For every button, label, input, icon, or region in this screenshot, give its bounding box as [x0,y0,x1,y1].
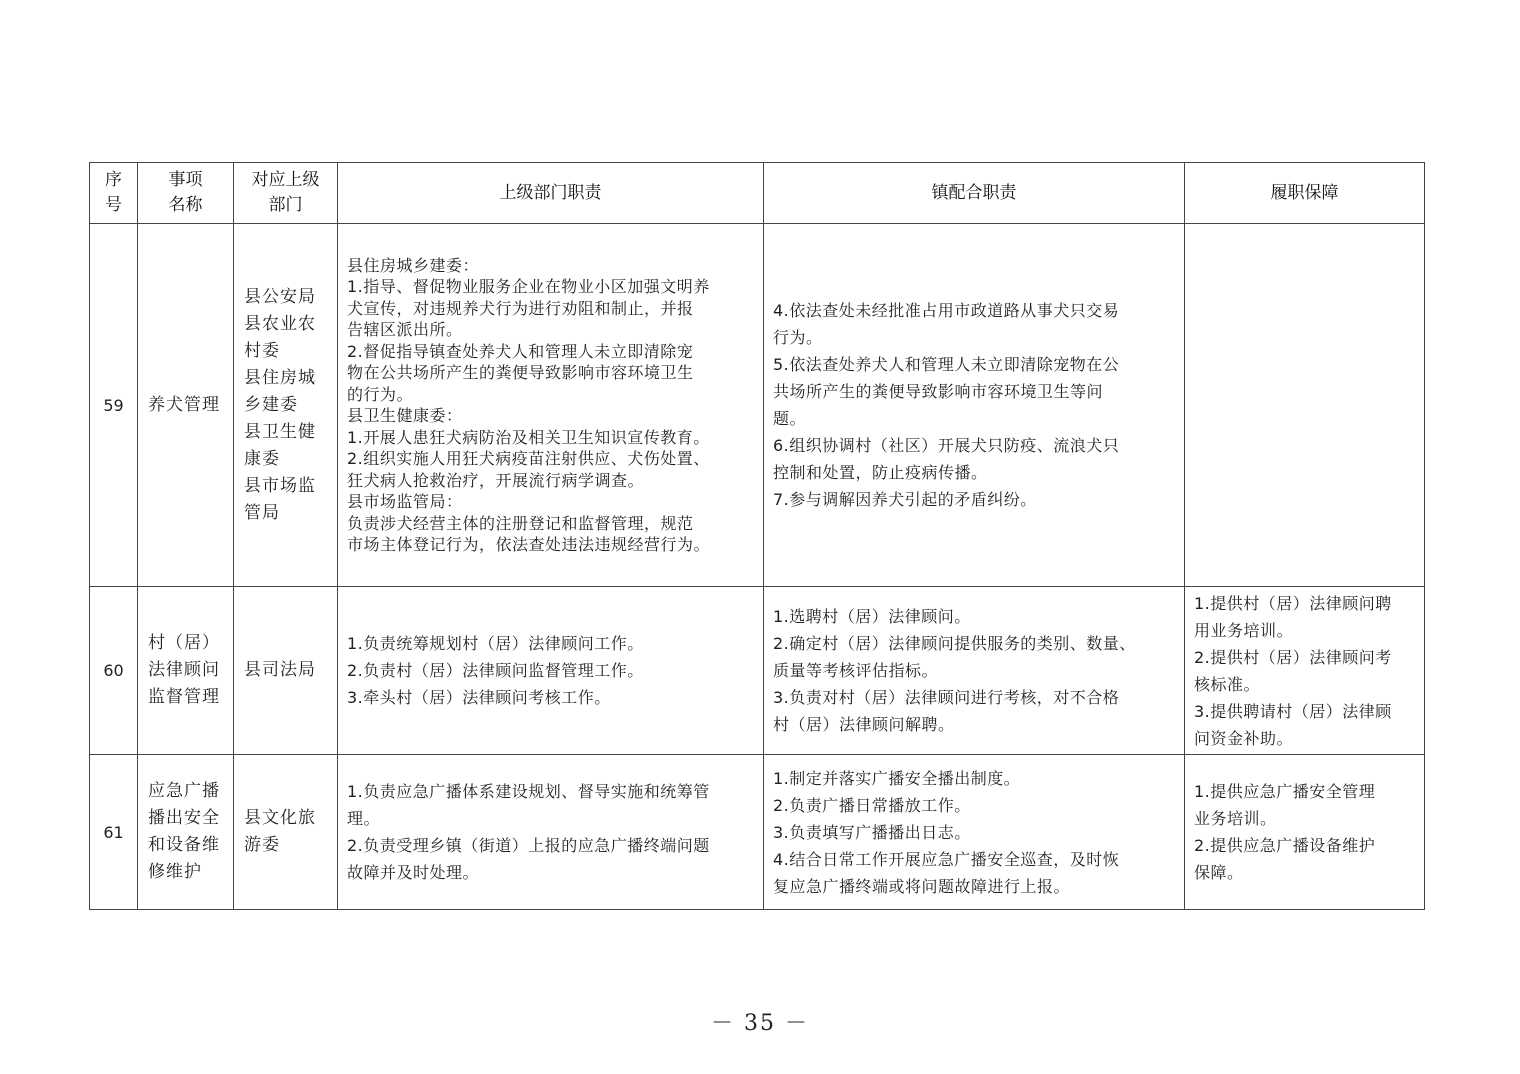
cell-town-duty [764,755,1185,910]
cell-upper-duty-line: 1.负责应急广播体系建设规划、督导实施和统筹管 [347,782,710,801]
header-guarantee: 履职保障 [1185,163,1425,224]
cell-upper-dept-line: 康委 [244,448,280,469]
cell-upper-dept-line: 县公安局 [244,286,316,307]
cell-seq: 60 [90,587,138,755]
table-row [90,587,1425,755]
cell-upper-duty-line: 的行为。 [347,384,414,404]
cell-guarantee-line: 用业务培训。 [1194,620,1294,640]
cell-guarantee-line: 业务培训。 [1194,809,1277,828]
cell-town-duty-line: 共场所产生的粪便导致影响市容环境卫生等问 [773,382,1104,401]
cell-guarantee-line: 1.提供应急广播安全管理 [1194,782,1376,801]
cell-upper-duty-line: 物在公共场所产生的粪便导致影响市容环境卫生 [347,363,694,382]
cell-town-duty-line: 质量等考核评估指标。 [773,661,939,680]
cell-upper-dept-line: 县卫生健 [244,421,316,442]
cell-item-name-line: 修维护 [148,862,202,882]
cell-upper-duty [338,224,764,587]
duty-table [89,162,1425,910]
cell-upper-duty-line: 2.督促指导镇查处养犬人和管理人未立即清除宠 [347,341,694,361]
cell-town-duty-line: 行为。 [773,328,823,347]
cell-item-name [138,587,234,755]
table-header-row [90,163,1425,224]
header-upper-duty: 上级部门职责 [338,163,764,224]
cell-upper-duty-line: 负责涉犬经营主体的注册登记和监督管理，规范 [347,513,694,533]
cell-guarantee [1185,224,1425,587]
cell-upper-dept-line: 县市场监 [244,475,316,496]
cell-town-duty [764,224,1185,587]
cell-item-name-line: 应急广播 [148,781,220,801]
cell-item-name-line: 法律顾问 [148,660,220,680]
cell-town-duty-line: 5.依法查处养犬人和管理人未立即清除宠物在公 [773,355,1120,374]
cell-upper-dept-line: 游委 [244,835,280,855]
cell-upper-duty-line: 理。 [347,809,381,828]
cell-guarantee-line: 3.提供聘请村（居）法律顾 [1194,701,1392,721]
cell-item-name-line: 监督管理 [148,687,220,707]
cell-town-duty-line: 村（居）法律顾问解聘。 [773,715,955,734]
cell-upper-duty-line: 1.指导、督促物业服务企业在物业小区加强文明养 [347,277,710,296]
cell-town-duty-line: 2.确定村（居）法律顾问提供服务的类别、数量、 [773,634,1136,653]
cell-upper-dept-line: 县司法局 [244,660,316,680]
cell-town-duty-line: 控制和处置，防止疫病传播。 [773,463,988,482]
cell-town-duty-line: 1.制定并落实广播安全播出制度。 [773,768,1021,788]
header-seq: 序 号 [90,163,138,224]
cell-upper-dept-line: 县住房城 [244,367,316,388]
cell-upper-dept-line: 村委 [244,340,280,361]
cell-upper-duty-line: 2.负责村（居）法律顾问监督管理工作。 [347,661,644,680]
cell-town-duty-line: 2.负责广播日常播放工作。 [773,795,971,815]
cell-town-duty-line: 题。 [773,409,807,428]
cell-town-duty-line: 6.组织协调村（社区）开展犬只防疫、流浪犬只 [773,436,1120,455]
cell-upper-duty-line: 犬宣传，对违规养犬行为进行劝阻和制止，并报 [347,298,694,318]
cell-town-duty-line: 4.依法查处未经批准占用市政道路从事犬只交易 [773,301,1120,320]
header-dept: 对应上级 部门 [234,163,338,224]
cell-item-name-line: 和设备维 [148,835,220,855]
cell-upper-duty [338,755,764,910]
cell-seq: 61 [90,755,138,910]
header-name: 事项 名称 [138,163,234,224]
cell-upper-dept-line: 管局 [244,502,280,523]
cell-town-duty-line: 3.负责填写广播播出日志。 [773,822,971,842]
cell-guarantee-line: 问资金补助。 [1194,728,1294,748]
cell-upper-dept-line: 乡建委 [244,394,298,415]
cell-item-name-line: 村（居） [148,633,220,653]
cell-guarantee-line: 2.提供应急广播设备维护 [1194,836,1376,855]
cell-town-duty-line: 4.结合日常工作开展应急广播安全巡查，及时恢 [773,849,1120,869]
cell-upper-duty-line: 狂犬病人抢救治疗，开展流行病学调查。 [347,470,645,490]
cell-upper-duty-line: 1.负责统筹规划村（居）法律顾问工作。 [347,634,644,653]
cell-upper-duty-line: 2.组织实施人用狂犬病疫苗注射供应、犬伤处置、 [347,449,710,468]
cell-upper-duty-line: 1.开展人患狂犬病防治及相关卫生知识宣传教育。 [347,427,710,447]
cell-item-name-line: 播出安全 [148,808,220,828]
cell-upper-duty [338,587,764,755]
cell-upper-dept-line: 县农业农 [244,313,316,334]
cell-seq: 59 [90,224,138,587]
cell-guarantee [1185,587,1425,755]
cell-guarantee [1185,755,1425,910]
cell-upper-duty-line: 2.负责受理乡镇（街道）上报的应急广播终端问题 [347,836,710,855]
cell-upper-duty-line: 市场主体登记行为，依法查处违法违规经营行为。 [347,535,711,554]
cell-town-duty-line: 1.选聘村（居）法律顾问。 [773,607,971,626]
cell-upper-duty-line: 县住房城乡建委： [347,255,480,275]
cell-guarantee-line: 核标准。 [1194,674,1261,694]
cell-upper-duty-line: 县卫生健康委： [347,406,463,425]
cell-town-duty-line: 3.负责对村（居）法律顾问进行考核，对不合格 [773,688,1120,707]
cell-upper-dept [234,755,338,910]
cell-item-name-line: 养犬管理 [148,394,220,415]
table-row [90,224,1425,587]
cell-item-name [138,755,234,910]
cell-guarantee-line: 2.提供村（居）法律顾问考 [1194,647,1392,667]
cell-guarantee-line: 1.提供村（居）法律顾问聘 [1194,593,1392,613]
cell-item-name [138,224,234,587]
table-row [90,755,1425,910]
cell-town-duty-line: 7.参与调解因养犬引起的矛盾纠纷。 [773,490,1037,509]
cell-upper-dept-line: 县文化旅 [244,808,316,828]
cell-upper-duty-line: 告辖区派出所。 [347,320,463,339]
cell-upper-duty-line: 县市场监管局： [347,492,463,511]
cell-upper-dept [234,224,338,587]
cell-town-duty [764,587,1185,755]
cell-upper-duty-line: 3.牵头村（居）法律顾问考核工作。 [347,688,611,707]
header-town-duty: 镇配合职责 [764,163,1185,224]
cell-upper-duty-line: 故障并及时处理。 [347,863,480,882]
cell-upper-dept [234,587,338,755]
page-number: － 35 － [711,1011,809,1036]
cell-town-duty-line: 复应急广播终端或将问题故障进行上报。 [773,876,1071,896]
cell-guarantee-line: 保障。 [1194,863,1244,882]
